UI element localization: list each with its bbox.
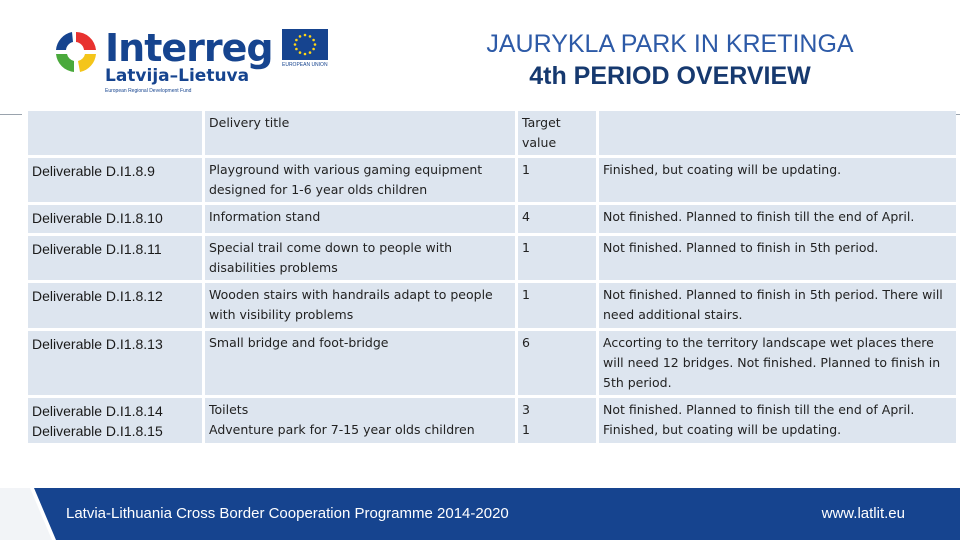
footer-website-link[interactable]: www.latlit.eu	[821, 505, 905, 522]
deliverable-id: Deliverable D.I1.8.15	[32, 423, 163, 439]
status-text: Not finished. Planned to finish till the end of April.	[603, 402, 915, 417]
footer-bar	[0, 488, 960, 540]
header-cell-deliverable	[28, 111, 202, 155]
header-rule-left	[0, 114, 22, 115]
status-text: Not finished. Planned to finish till the end of April.	[599, 205, 956, 233]
deliverable-id: Deliverable D.I1.8.11	[28, 236, 202, 280]
deliverable-id: Deliverable D.I1.8.9	[28, 158, 202, 202]
logo-wordmark: Interreg	[105, 26, 273, 70]
logo-region: Latvija–Lietuva	[105, 66, 250, 86]
table-row	[28, 283, 956, 328]
status-text: Accorting to the territory landscape wet places there will need 12 bridges. Not finished. Planned to finish in 5th period.	[599, 331, 956, 395]
table-row	[28, 236, 956, 280]
status-text: Finished, but coating will be updating.	[599, 158, 956, 202]
status-text: Not finished. Planned to finish in 5th period. There will need additional stairs.	[599, 283, 956, 328]
header-cell-delivery-title: Delivery title	[205, 111, 515, 155]
delivery-title: Information stand	[205, 205, 515, 233]
delivery-title: Toilets	[209, 402, 249, 417]
target-value: 1	[518, 236, 596, 280]
delivery-title-pair	[205, 398, 515, 443]
footer-programme: Latvia-Lithuania Cross Border Cooperation Programme 2014-2020	[66, 505, 509, 522]
table-row	[28, 158, 956, 202]
deliverable-id: Deliverable D.I1.8.14	[32, 403, 163, 419]
delivery-title: Adventure park for 7-15 year olds children	[209, 422, 475, 437]
deliverable-id: Deliverable D.I1.8.13	[28, 331, 202, 395]
deliverables-table	[25, 108, 959, 446]
eu-label: EUROPEAN UNION	[282, 62, 328, 68]
logo-tagline: European Regional Development Fund	[105, 88, 192, 94]
table-header-row	[28, 111, 956, 155]
target-value: 1	[518, 283, 596, 328]
table-row	[28, 398, 956, 443]
target-value: 1	[518, 158, 596, 202]
deliverable-id-pair	[28, 398, 202, 443]
target-value: 3	[522, 402, 530, 417]
status-text-pair	[599, 398, 956, 443]
header-cell-status	[599, 111, 956, 155]
status-text: Finished, but coating will be updating.	[603, 422, 842, 437]
header-cell-target-value: Target value	[518, 111, 596, 155]
table-row	[28, 205, 956, 233]
target-value: 1	[522, 422, 530, 437]
interreg-swirl-icon	[52, 28, 100, 76]
table-row	[28, 331, 956, 395]
delivery-title: Special trail come down to people with disabilities problems	[205, 236, 515, 280]
target-value-pair	[518, 398, 596, 443]
slide-title: JAURYKLA PARK IN KRETINGA	[486, 30, 854, 58]
deliverable-id: Deliverable D.I1.8.10	[28, 205, 202, 233]
delivery-title: Wooden stairs with handrails adapt to people with visibility problems	[205, 283, 515, 328]
target-value: 6	[518, 331, 596, 395]
slide-subtitle: 4th PERIOD OVERVIEW	[529, 62, 811, 90]
delivery-title: Small bridge and foot-bridge	[205, 331, 515, 395]
eu-flag-icon	[282, 29, 328, 60]
footer-wedge-decoration	[0, 488, 60, 540]
deliverable-id: Deliverable D.I1.8.12	[28, 283, 202, 328]
target-value: 4	[518, 205, 596, 233]
interreg-logo	[50, 22, 340, 102]
delivery-title: Playground with various gaming equipment designed for 1-6 year olds children	[205, 158, 515, 202]
status-text: Not finished. Planned to finish in 5th period.	[599, 236, 956, 280]
